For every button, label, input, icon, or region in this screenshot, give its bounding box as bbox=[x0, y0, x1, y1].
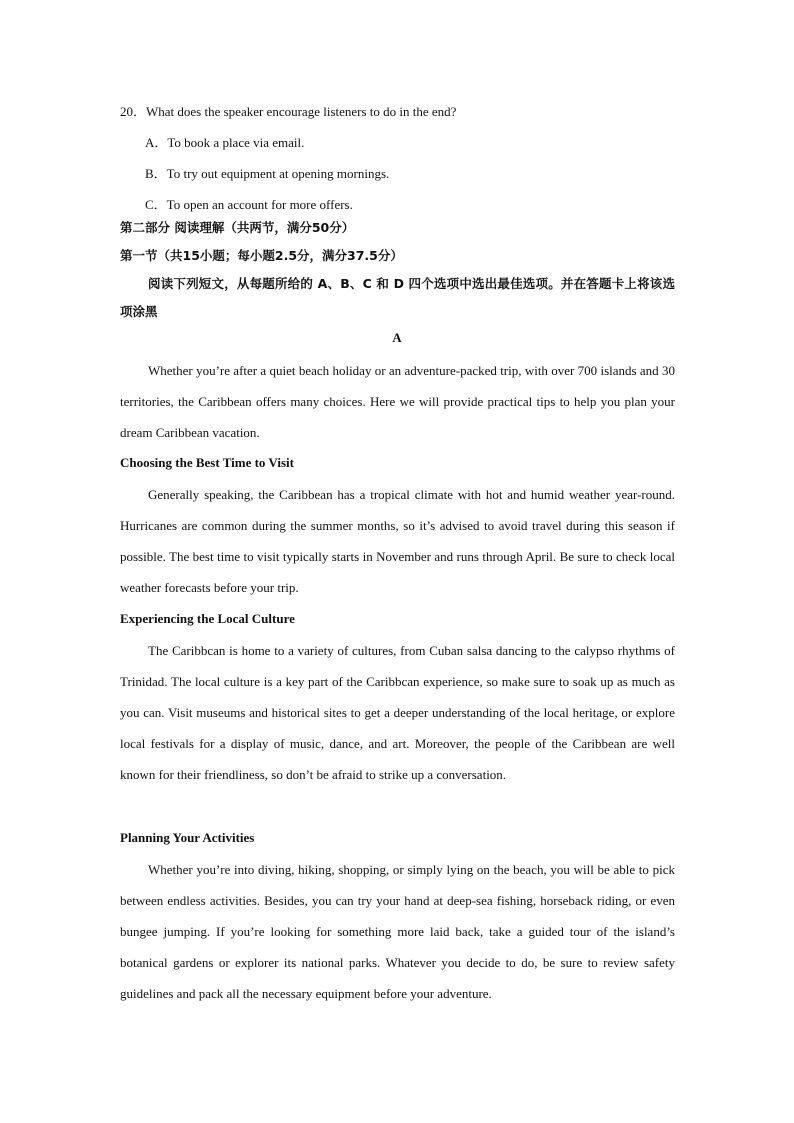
passage-label: A bbox=[392, 330, 402, 345]
question-stem: 20．What does the speaker encourage listeners to do in the end? bbox=[120, 104, 457, 119]
option-c: C．To open an account for more offers. bbox=[145, 197, 353, 212]
section-subtitle: 第一节（共15小题；每小题2.5分，满分37.5分） bbox=[120, 248, 403, 263]
option-b: B．To try out equipment at opening mornings. bbox=[145, 166, 390, 181]
section-heading-activities: Planning Your Activities bbox=[120, 830, 255, 845]
reading-instruction: 阅读下列短文，从每题所给的 A、B、C 和 D 四个选项中选出最佳选项。并在答题卡上将该选项涂黑 bbox=[120, 276, 675, 319]
section-heading-local-culture: Experiencing the Local Culture bbox=[120, 611, 295, 626]
section-heading-best-time: Choosing the Best Time to Visit bbox=[120, 455, 294, 470]
section-body-activities: Whether you’re into diving, hiking, shopping, or simply lying on the beach, you will be able to pick between endless activities. Besides, you can try your hand at deep-sea fishing, horseback riding, or even bungee jumping. If you’re looking for something more laid back, take a guided tour of the island’s botanical gardens or explorer its national parks. Whatever you decide to do, be sure to review safety guidelines and pack all the necessary equipment before your adventure. bbox=[120, 862, 675, 1001]
section-body-best-time: Generally speaking, the Caribbean has a tropical climate with hot and humid weather year-round. Hurricanes are common during the summer months, so it’s advised to avoid travel during this season if possible. The best time to visit typically starts in November and runs through April. Be sure to check local weather forecasts before your trip. bbox=[120, 487, 675, 595]
part-title: 第二部分 阅读理解（共两节，满分50分） bbox=[120, 220, 355, 235]
section-body-local-culture: The Caribbcan is home to a variety of cultures, from Cuban salsa dancing to the calypso rhythms of Trinidad. The local culture is a key part of the Caribbcan experience, so make sure to soak up as much as you can. Visit museums and historical sites to get a deeper understanding of the local heritage, or explore local festivals for a display of music, dance, and art. Moreover, the people of the Caribbean are well known for their friendliness, so don’t be afraid to strike up a conversation. bbox=[120, 643, 675, 782]
option-a: A．To book a place via email. bbox=[145, 135, 305, 150]
intro-paragraph: Whether you’re after a quiet beach holiday or an adventure-packed trip, with over 700 islands and 30 territories, the Caribbean offers many choices. Here we will provide practical tips to help you plan your dream Caribbean vacation. bbox=[120, 363, 675, 440]
